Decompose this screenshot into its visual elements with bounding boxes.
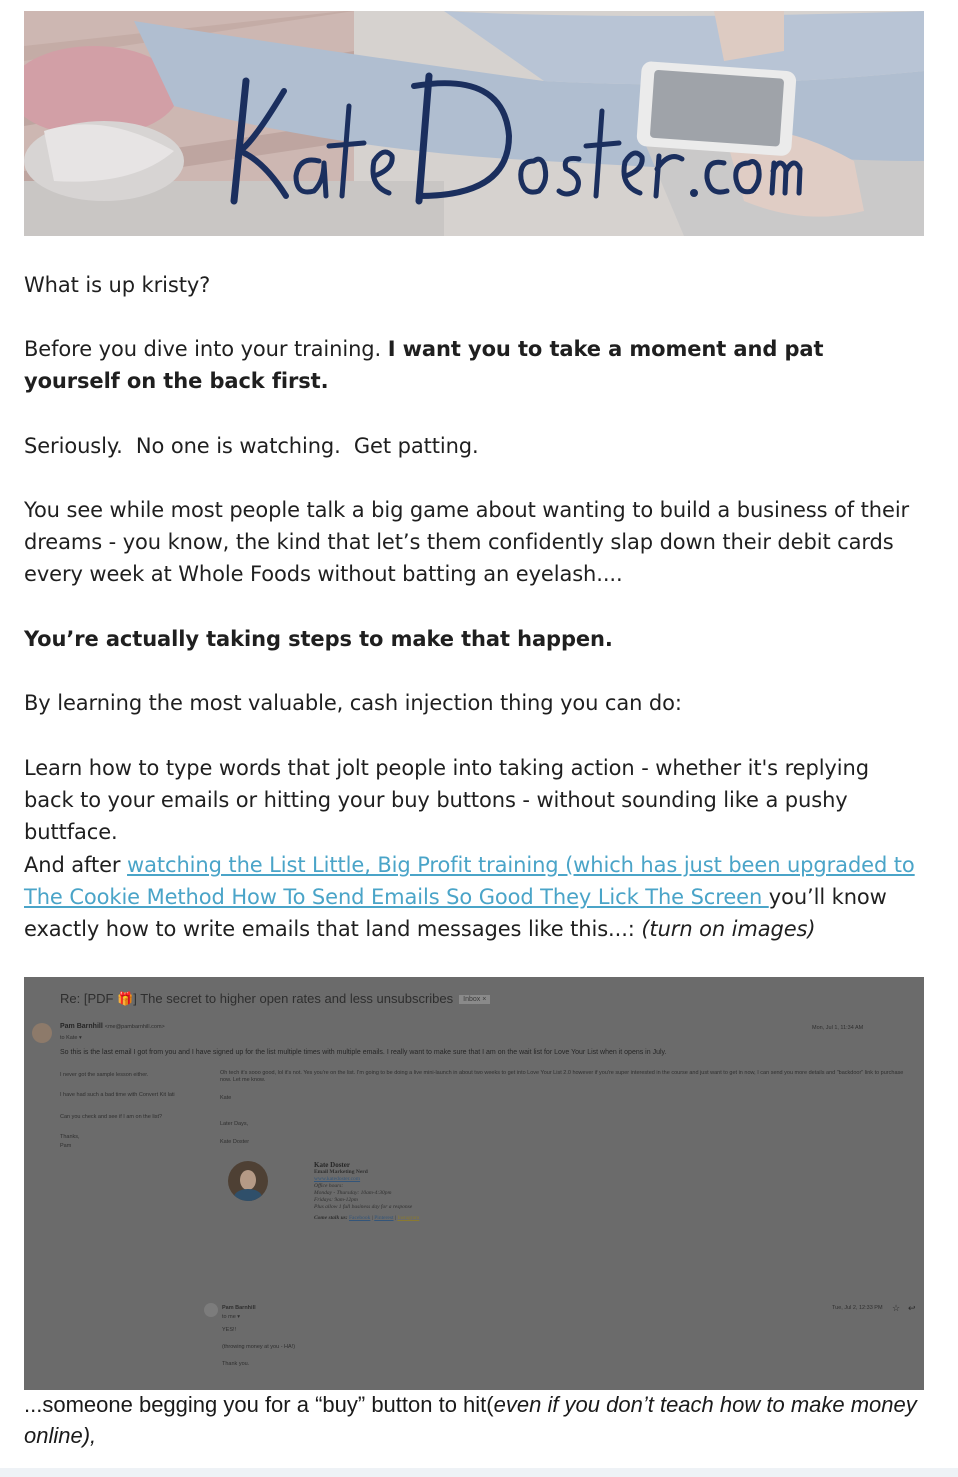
caption-plain: ...someone begging you for a “buy” button to hit(	[24, 1392, 494, 1417]
reply2-to: to me ▾	[222, 1314, 241, 1320]
before-bold: I want you to take a moment and pat yourself on the back first.	[24, 337, 824, 393]
paragraph-learn-how: Learn how to type words that jolt people into taking action - whether it's replying back to your emails or hitting your buy buttons - without sounding like a pushy buttface.	[24, 756, 869, 844]
brand-logo	[224, 51, 824, 211]
image-caption	[24, 1389, 924, 1451]
signature-photo	[228, 1161, 268, 1201]
sig-hours-4: Plus allow 1 full business day for a response	[314, 1204, 413, 1210]
inbox-tag: Inbox ×	[459, 995, 490, 1004]
sig-name: Kate Doster	[314, 1161, 350, 1169]
reply2-line-2: (throwing money at you - HA!)	[222, 1344, 296, 1350]
paragraph-by-learning: By learning the most valuable, cash injection thing you can do:	[24, 691, 682, 715]
reply-icon: ↩	[908, 1303, 916, 1313]
before-plain: Before you dive into your training.	[24, 337, 388, 361]
sig-site: www.katedoster.com	[314, 1176, 361, 1182]
reply-sign-1: Kate	[220, 1095, 232, 1101]
email-screenshot-image	[24, 977, 924, 1390]
reply2-avatar	[204, 1303, 218, 1317]
paragraph-actually	[24, 623, 613, 655]
sig-hours-3: Fridays: 9am-12pm	[314, 1197, 358, 1203]
date-2: Tue, Jul 2, 12:33 PM	[832, 1305, 883, 1311]
paragraph-and-after	[24, 849, 924, 945]
left-line-3: Can you check and see if I am on the list?	[60, 1114, 163, 1120]
header-banner	[24, 11, 924, 236]
reply2-line-1: YES!!	[222, 1327, 237, 1333]
left-line-4: Thanks,	[60, 1134, 80, 1140]
sig-social: Come stalk us: Facebook | Pinterest | Instagram	[314, 1215, 420, 1221]
intro-line: So this is the last email I got from you and I have signed up for the list multiple times with multiple emails. I really want to make sure that I am on the wait list for Love Your List when it opens in July.	[60, 1049, 667, 1056]
paragraph-before	[24, 333, 924, 397]
sig-hours-1: Office hours:	[314, 1183, 344, 1189]
sig-title: Email Marketing Nerd	[314, 1169, 368, 1175]
paragraph-you-see: You see while most people talk a big game about wanting to build a business of their dreams - you know, the kind that let’s them confidently slap down their debit cards every week at Whole Foods without batting an eyelash....	[24, 498, 910, 586]
star-icon: ☆	[892, 1303, 901, 1313]
footer-strip	[0, 1468, 958, 1477]
reply-sign-2: Later Days,	[220, 1121, 249, 1127]
turn-on-images-note: (turn on images)	[641, 917, 816, 941]
and-after-plain: And after	[24, 853, 128, 877]
sender-avatar	[32, 1023, 52, 1043]
paragraph-seriously: Seriously. No one is watching. Get patting.	[24, 434, 479, 458]
reply2-line-3: Thank you.	[222, 1361, 250, 1367]
left-line-5: Pam	[60, 1143, 72, 1149]
training-link[interactable]: watching the List Little, Big Profit training (which has just been upgraded to The Cookie Method How To Send Emails So Good They Lick The Screen	[24, 853, 915, 909]
left-line-2: I have had such a bad time with Convert Kit lati	[60, 1092, 175, 1098]
reply-sign-3: Kate Doster	[220, 1139, 250, 1145]
screenshot-subject: Re: [PDF 🎁] The secret to higher open rates and less unsubscribes Inbox ×	[60, 991, 490, 1007]
greeting: What is up kristy?	[24, 273, 211, 297]
left-line-1: I never got the sample lesson either.	[60, 1072, 149, 1078]
caption-italic: even if you don’t teach how to make money online),	[24, 1392, 917, 1448]
reply2-name: Pam Barnhill	[222, 1305, 256, 1311]
and-after-rest: you’ll know exactly how to write emails that land messages like this...:	[24, 885, 887, 941]
to-line: to Kate ▾	[60, 1035, 82, 1041]
date-1: Mon, Jul 1, 11:34 AM	[812, 1025, 864, 1031]
sig-hours-2: Monday - Thursday: 10am-4:30pm	[314, 1190, 392, 1196]
actually-bold: You’re actually taking steps to make that happen.	[24, 627, 613, 651]
reply-line: Oh tech it's sooo good, lol it's not. Yes you're on the list. I'm going to be doing a live mini-launch in about two weeks to get into Love Your List 2.0 however if you're super interested in the course and just want to get in now, I can send you more details and "backdoor" link to purchase now. Let me know.	[220, 1070, 904, 1083]
sender-line: Pam Barnhill <me@pambarnhill.com>	[60, 1023, 165, 1030]
